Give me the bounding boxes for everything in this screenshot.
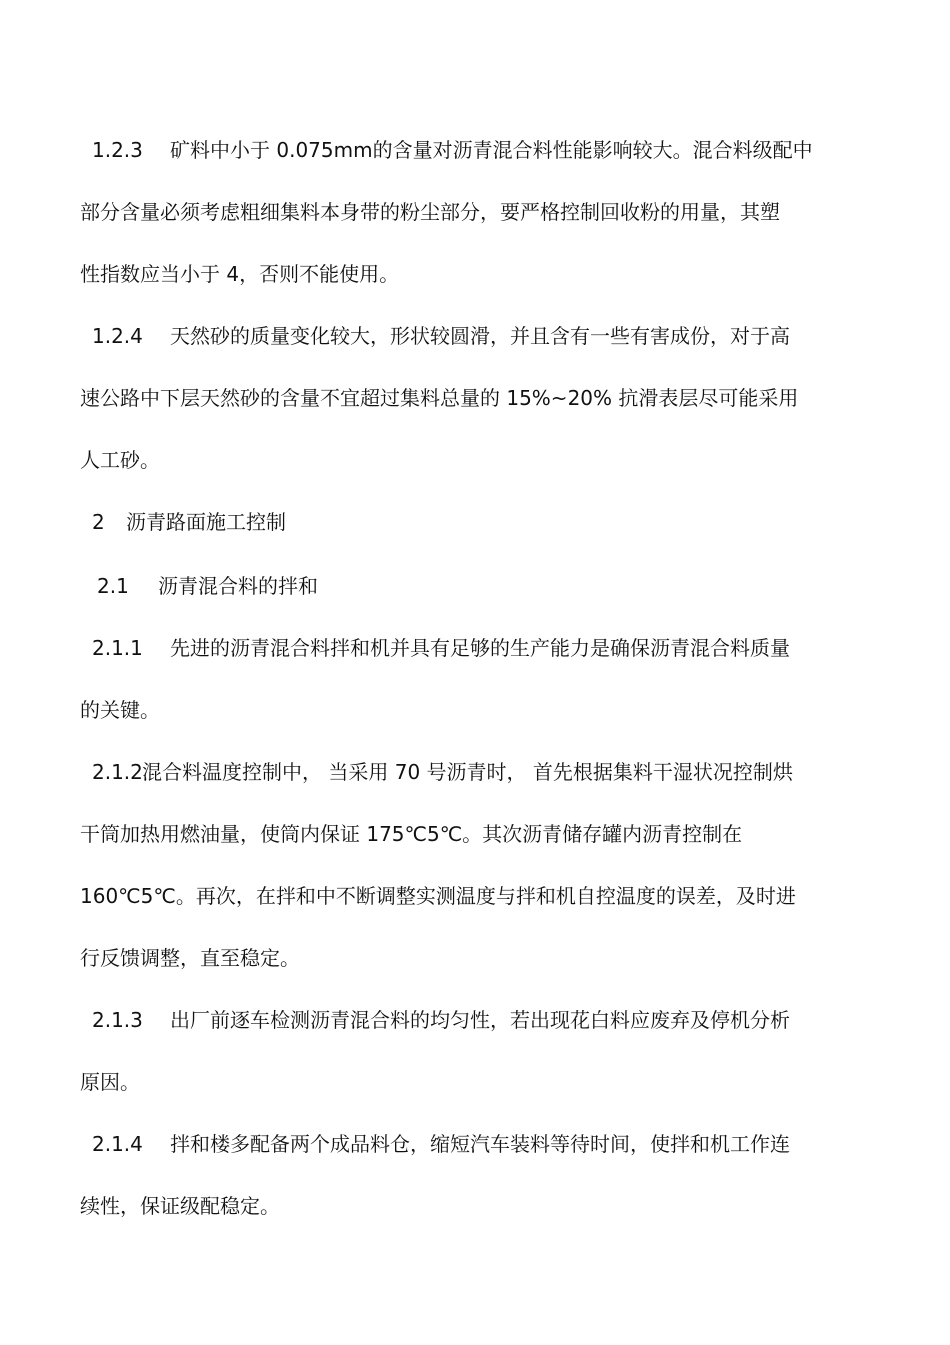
paragraph-2-1-2-line-2 <box>80 821 742 847</box>
paragraph-text: 人工砂。 <box>80 448 160 472</box>
section-number: 1.2.3 <box>92 138 143 162</box>
paragraph-text: 矿料中小于 0.075mm的含量对沥青混合料性能影响较大。混合料级配中 <box>170 138 813 162</box>
paragraph-text: 出厂前逐车检测沥青混合料的均匀性，若出现花白料应废弃及停机分析 <box>170 1008 790 1032</box>
section-number: 2 <box>92 510 105 534</box>
paragraph-text: 混合料温度控制中， 当采用 70 号沥青时， 首先根据集料干湿状况控制烘 <box>142 760 793 784</box>
paragraph-text: 部分含量必须考虑粗细集料本身带的粉尘部分，要严格控制回收粉的用量，其塑 <box>80 200 780 224</box>
paragraph-2-1-2-line-3 <box>80 883 796 909</box>
section-number: 2.1.2 <box>92 760 143 784</box>
section-heading-2 <box>92 509 286 535</box>
paragraph-2-1-4-line-2 <box>80 1193 280 1219</box>
paragraph-2-1-3-line-1 <box>92 1007 790 1033</box>
paragraph-text: 原因。 <box>80 1070 140 1094</box>
section-number: 1.2.4 <box>92 324 143 348</box>
paragraph-text: 的关键。 <box>80 698 160 722</box>
paragraph-1-2-3-line-2 <box>80 199 780 225</box>
section-number: 2.1.4 <box>92 1132 143 1156</box>
paragraph-2-1-1-line-2 <box>80 697 160 723</box>
heading-text: 沥青混合料的拌和 <box>158 574 318 598</box>
paragraph-2-1-1-line-1 <box>92 635 790 661</box>
paragraph-2-1-2-line-4 <box>80 945 300 971</box>
section-number: 2.1.3 <box>92 1008 143 1032</box>
paragraph-1-2-3-line-3 <box>80 261 399 287</box>
paragraph-2-1-2-line-1 <box>92 759 793 785</box>
paragraph-text: 性指数应当小于 4，否则不能使用。 <box>80 262 400 286</box>
paragraph-text: 干筒加热用燃油量，使筒内保证 175℃5℃。其次沥青储存罐内沥青控制在 <box>80 822 743 846</box>
paragraph-1-2-4-line-2 <box>80 385 798 411</box>
paragraph-text: 拌和楼多配备两个成品料仓，缩短汽车装料等待时间，使拌和机工作连 <box>170 1132 790 1156</box>
paragraph-text: 速公路中下层天然砂的含量不宜超过集料总量的 15%~20% 抗滑表层尽可能采用 <box>80 386 799 410</box>
section-number: 2.1 <box>97 574 129 598</box>
paragraph-text: 天然砂的质量变化较大，形状较圆滑，并且含有一些有害成份，对于高 <box>170 324 790 348</box>
heading-text: 沥青路面施工控制 <box>126 510 286 534</box>
paragraph-text: 先进的沥青混合料拌和机并具有足够的生产能力是确保沥青混合料质量 <box>170 636 790 660</box>
paragraph-1-2-4-line-3 <box>80 447 160 473</box>
paragraph-2-1-4-line-1 <box>92 1131 790 1157</box>
paragraph-text: 行反馈调整，直至稳定。 <box>80 946 300 970</box>
paragraph-text: 160℃5℃。再次，在拌和中不断调整实测温度与拌和机自控温度的误差，及时进 <box>80 884 796 908</box>
section-number: 2.1.1 <box>92 636 143 660</box>
paragraph-1-2-3-line-1 <box>92 137 813 163</box>
paragraph-1-2-4-line-1 <box>92 323 790 349</box>
section-heading-2-1 <box>97 573 318 599</box>
paragraph-2-1-3-line-2 <box>80 1069 140 1095</box>
paragraph-text: 续性，保证级配稳定。 <box>80 1194 280 1218</box>
